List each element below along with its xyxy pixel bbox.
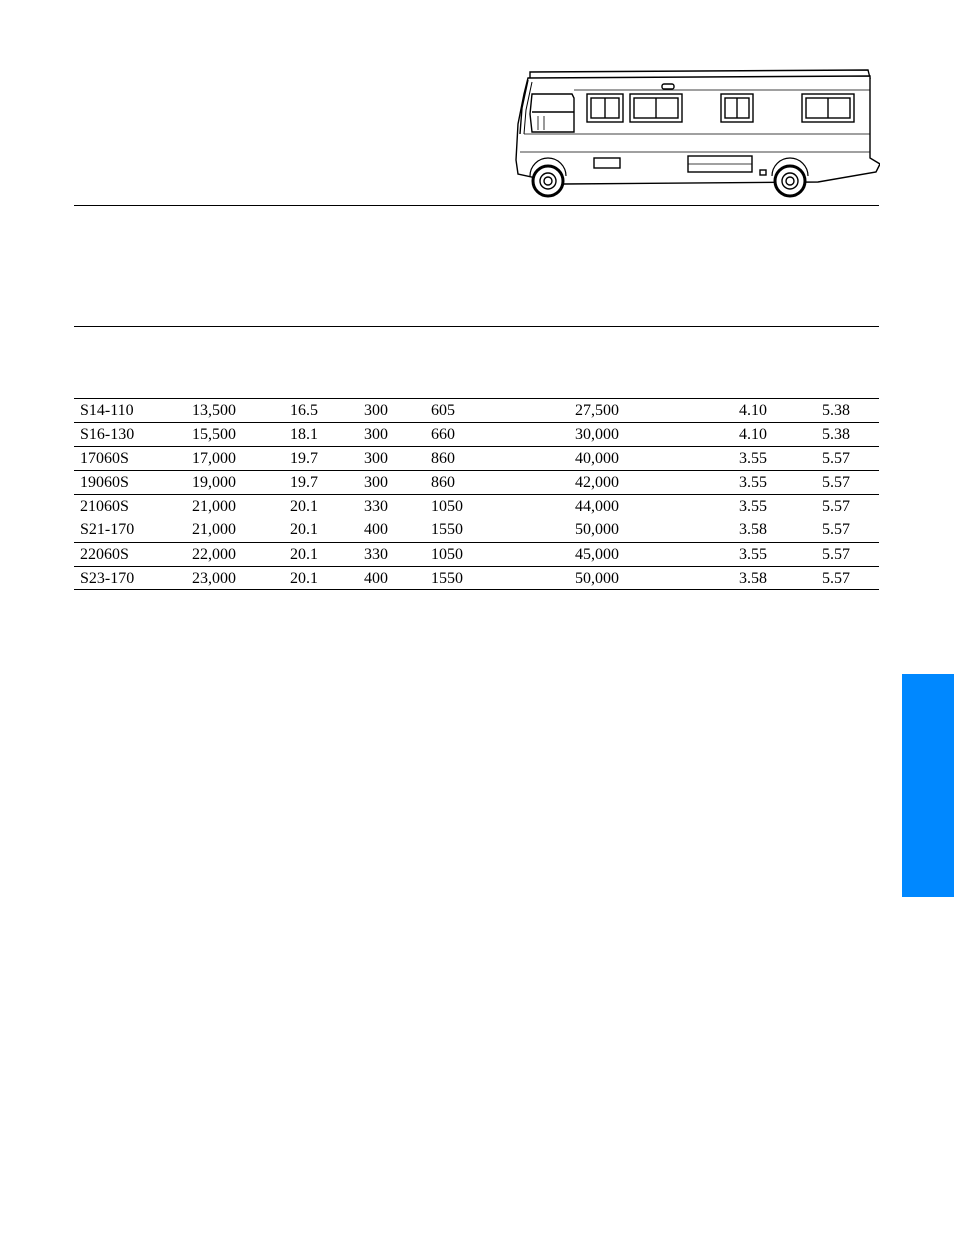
table-row <box>74 518 879 542</box>
value-cell: 400 <box>364 570 388 587</box>
value-cell: 300 <box>364 474 388 491</box>
model-cell: 19060S <box>80 474 129 491</box>
model-cell: 21060S <box>80 498 129 515</box>
value-cell: 21,000 <box>192 498 236 515</box>
value-cell: 400 <box>364 521 388 538</box>
value-cell: 3.58 <box>739 521 767 538</box>
value-cell: 42,000 <box>575 474 619 491</box>
value-cell: 3.58 <box>739 570 767 587</box>
value-cell: 300 <box>364 450 388 467</box>
value-cell: 5.57 <box>822 570 850 587</box>
table-row <box>74 446 879 470</box>
model-cell: S21-170 <box>80 521 135 538</box>
spec-table <box>74 398 879 590</box>
value-cell: 27,500 <box>575 402 619 419</box>
value-cell: 40,000 <box>575 450 619 467</box>
value-cell: 4.10 <box>739 426 767 443</box>
value-cell: 20.1 <box>290 570 318 587</box>
value-cell: 660 <box>431 426 455 443</box>
section-tab <box>902 674 954 897</box>
value-cell: 5.57 <box>822 546 850 563</box>
middle-divider <box>74 326 879 327</box>
model-cell: S16-130 <box>80 426 135 443</box>
value-cell: 3.55 <box>739 498 767 515</box>
table-row <box>74 494 879 518</box>
model-cell: 17060S <box>80 450 129 467</box>
table-row <box>74 422 879 446</box>
top-divider <box>74 205 879 206</box>
value-cell: 19.7 <box>290 450 318 467</box>
value-cell: 3.55 <box>739 546 767 563</box>
model-cell: S23-170 <box>80 570 135 587</box>
value-cell: 860 <box>431 450 455 467</box>
table-row <box>74 470 879 494</box>
value-cell: 300 <box>364 426 388 443</box>
value-cell: 16.5 <box>290 402 318 419</box>
value-cell: 44,000 <box>575 498 619 515</box>
value-cell: 22,000 <box>192 546 236 563</box>
model-cell: 22060S <box>80 546 129 563</box>
value-cell: 5.57 <box>822 498 850 515</box>
value-cell: 300 <box>364 402 388 419</box>
value-cell: 20.1 <box>290 521 318 538</box>
value-cell: 1550 <box>431 570 463 587</box>
value-cell: 330 <box>364 498 388 515</box>
value-cell: 20.1 <box>290 498 318 515</box>
value-cell: 45,000 <box>575 546 619 563</box>
table-row <box>74 566 879 590</box>
table-row <box>74 398 879 422</box>
value-cell: 15,500 <box>192 426 236 443</box>
value-cell: 860 <box>431 474 455 491</box>
value-cell: 5.38 <box>822 402 850 419</box>
value-cell: 21,000 <box>192 521 236 538</box>
value-cell: 5.57 <box>822 474 850 491</box>
value-cell: 1050 <box>431 498 463 515</box>
value-cell: 5.57 <box>822 521 850 538</box>
value-cell: 13,500 <box>192 402 236 419</box>
value-cell: 17,000 <box>192 450 236 467</box>
value-cell: 20.1 <box>290 546 318 563</box>
value-cell: 19,000 <box>192 474 236 491</box>
value-cell: 30,000 <box>575 426 619 443</box>
motorhome-illustration <box>508 64 880 200</box>
value-cell: 5.57 <box>822 450 850 467</box>
value-cell: 19.7 <box>290 474 318 491</box>
value-cell: 18.1 <box>290 426 318 443</box>
value-cell: 3.55 <box>739 474 767 491</box>
value-cell: 1550 <box>431 521 463 538</box>
value-cell: 3.55 <box>739 450 767 467</box>
value-cell: 4.10 <box>739 402 767 419</box>
value-cell: 23,000 <box>192 570 236 587</box>
value-cell: 50,000 <box>575 570 619 587</box>
value-cell: 50,000 <box>575 521 619 538</box>
value-cell: 330 <box>364 546 388 563</box>
value-cell: 5.38 <box>822 426 850 443</box>
model-cell: S14-110 <box>80 402 134 419</box>
value-cell: 605 <box>431 402 455 419</box>
table-row <box>74 542 879 566</box>
value-cell: 1050 <box>431 546 463 563</box>
